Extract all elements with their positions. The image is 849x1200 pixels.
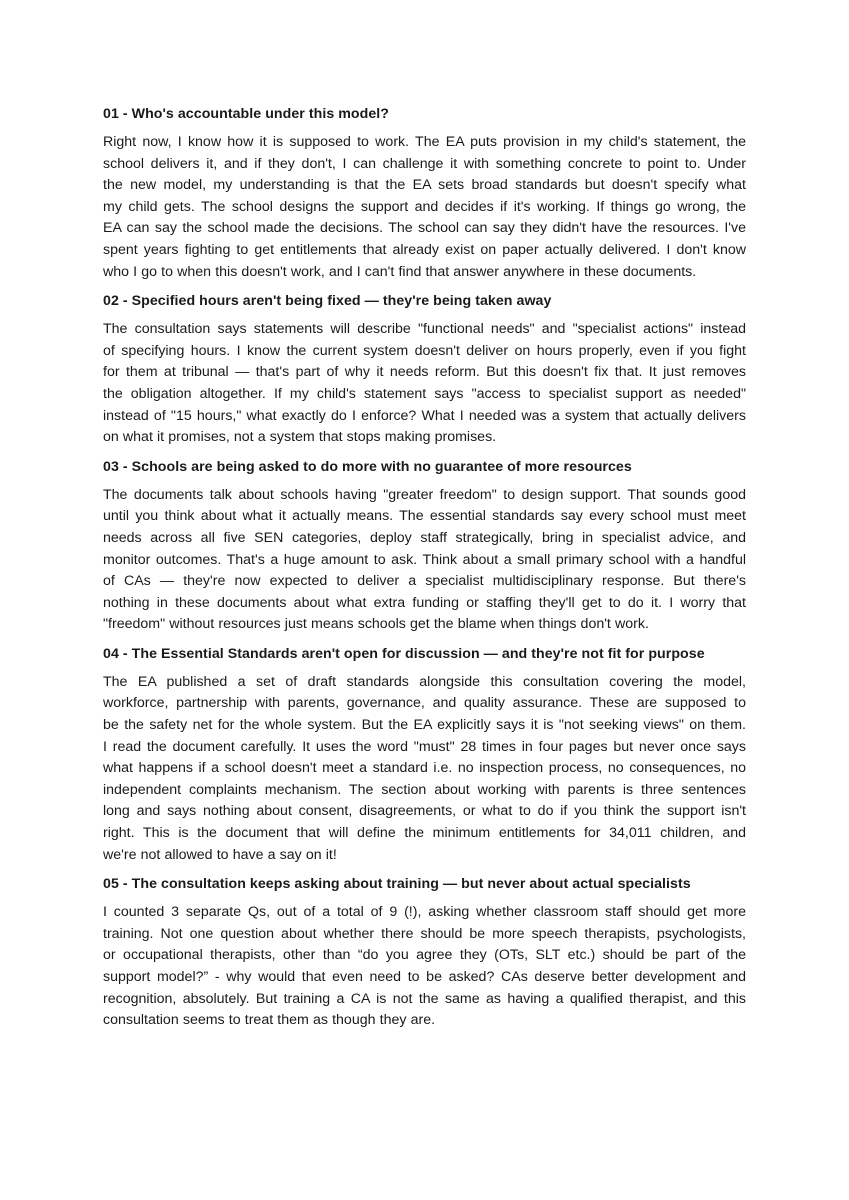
paragraph-line: my child gets. The school designs the support and decides if it's working. If things go wrong, the (103, 198, 746, 215)
paragraph-line: "freedom" without resources just means schools get the blame when things don't work. (103, 616, 649, 633)
paragraph-line: the new model, my understanding is that the EA sets broad standards but doesn't specify what (103, 177, 746, 194)
paragraph-line: we're not allowed to have a say on it! (103, 846, 337, 863)
paragraph-line: I read the document carefully. It uses the word "must" 28 times in four pages but never once says (103, 738, 746, 755)
paragraph-line: workforce, partnership with parents, governance, and quality assurance. These are supposed to (103, 695, 746, 712)
paragraph-line: nothing in these documents about what extra funding or staffing they'll get to do it. I worry that (103, 594, 746, 611)
section-5 (103, 874, 746, 1032)
paragraph-line: recognition, absolutely. But training a CA is not the same as having a qualified therapist, and this (103, 990, 746, 1007)
paragraph-line: long and says nothing about consent, disagreements, or what to do if you think the support isn't (103, 803, 746, 820)
paragraph-line: on what it promises, not a system that stops making promises. (103, 429, 497, 446)
paragraph-line: school delivers it, and if they don't, I can challenge it with something concrete to point to. Under (103, 155, 746, 172)
section-heading: 04 - The Essential Standards aren't open for discussion — and they're not fit for purpose (103, 645, 705, 662)
paragraph-line: Right now, I know how it is supposed to work. The EA puts provision in my child's statement, the (103, 134, 746, 150)
paragraph-line: right. This is the document that will define the minimum entitlements for 34,011 children, and (103, 825, 746, 842)
paragraph-line: training. Not one question about whether there should be more speech therapists, psychologists, (103, 925, 746, 942)
section-paragraph (103, 902, 746, 1032)
paragraph-line: instead of "15 hours," what exactly do I enforce? What I needed was a system that actually delivers (103, 407, 746, 424)
document-page (103, 104, 746, 1040)
paragraph-line: be the safety net for the whole system. But the EA explicitly says it is "not seeking views" on them. (103, 717, 746, 734)
section-4 (103, 644, 746, 866)
paragraph-line: of specifying hours. I know the current system doesn't deliver on hours properly, even if you fight (103, 342, 746, 359)
paragraph-line: spent years fighting to get entitlements that already exist on paper actually delivered. I don't know (103, 241, 746, 258)
section-1 (103, 104, 746, 283)
paragraph-line: independent complaints mechanism. The section about working with parents is three sentences (103, 781, 746, 798)
paragraph-line: of CAs — they're now expected to deliver a specialist multidisciplinary response. But there's (103, 573, 746, 590)
section-paragraph (103, 132, 746, 283)
paragraph-line: what happens if a school doesn't meet a standard i.e. no inspection process, no consequences, no (103, 760, 746, 777)
paragraph-line: EA can say the school made the decisions. The school can say they didn't have the resources. I've (103, 220, 746, 237)
section-heading: 03 - Schools are being asked to do more with no guarantee of more resources (103, 458, 632, 475)
section-2 (103, 291, 746, 449)
section-paragraph (103, 485, 746, 636)
section-paragraph (103, 672, 746, 866)
paragraph-line: the obligation altogether. If my child's statement says "access to specialist support as needed" (103, 385, 746, 402)
paragraph-line: until you think about what it actually means. The essential standards say every school must meet (103, 508, 746, 525)
paragraph-line: consultation seems to treat them as though they are. (103, 1012, 436, 1029)
paragraph-line: The documents talk about schools having "greater freedom" to design support. That sounds good (103, 486, 746, 503)
paragraph-line: for them at tribunal — that's part of why it needs reform. But this doesn't fix that. It just removes (103, 364, 746, 381)
paragraph-line: The EA published a set of draft standards alongside this consultation covering the model, (103, 673, 746, 690)
section-paragraph (103, 319, 746, 449)
section-3 (103, 457, 746, 636)
section-heading: 02 - Specified hours aren't being fixed — they're being taken away (103, 293, 552, 310)
section-heading: 01 - Who's accountable under this model? (103, 106, 390, 122)
paragraph-line: who I go to when this doesn't work, and I can't find that answer anywhere in these documents. (103, 263, 697, 280)
paragraph-line: The consultation says statements will describe "functional needs" and "specialist actions" instead (103, 321, 746, 338)
paragraph-line: support model?” - why would that even need to be asked? CAs deserve better development and (103, 969, 746, 985)
paragraph-line: or occupational therapists, other than “do you agree they (OTs, SLT etc.) should be part of the (103, 947, 746, 964)
paragraph-line: needs across all five SEN categories, deploy staff strategically, bring in specialist advice, and (103, 529, 746, 546)
section-heading: 05 - The consultation keeps asking about training — but never about actual specialists (103, 876, 691, 893)
paragraph-line: monitor outcomes. That's a huge amount to ask. Think about a small primary school with a handful (103, 551, 746, 568)
paragraph-line: I counted 3 separate Qs, out of a total of 9 (!), asking whether classroom staff should get more (103, 904, 746, 921)
